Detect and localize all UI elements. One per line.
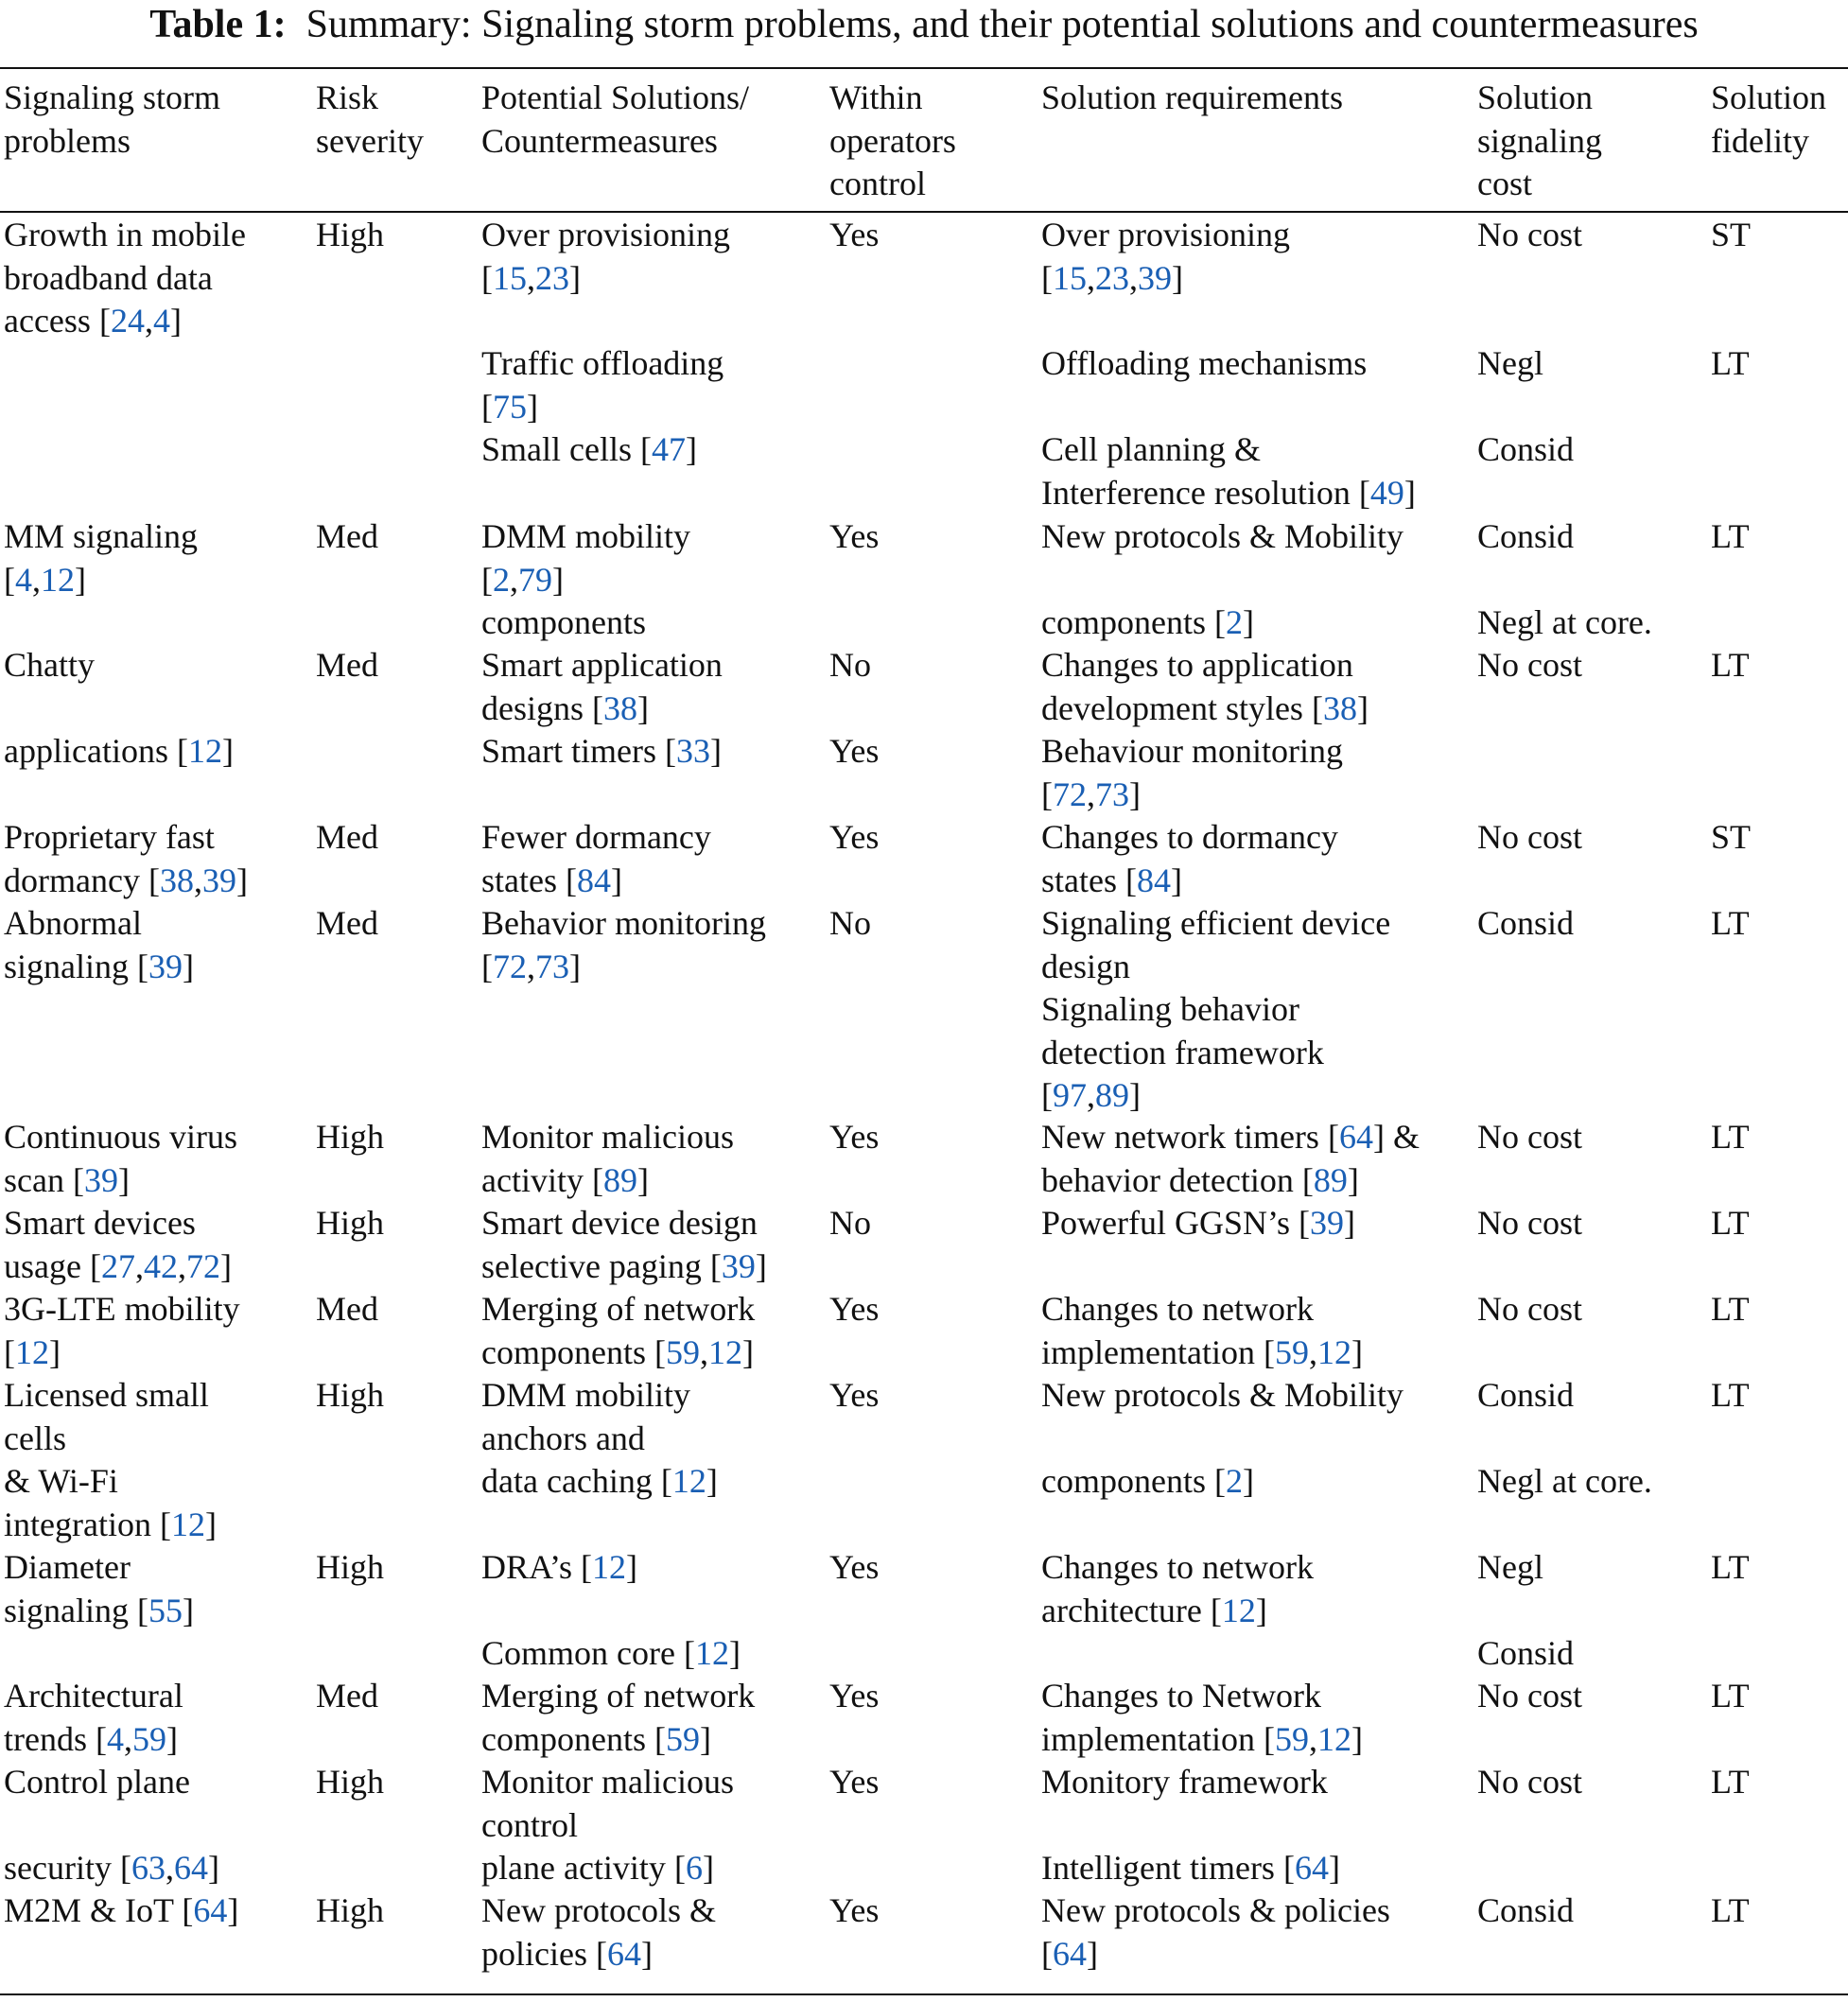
table-cell-solution: Common core [12] (481, 1634, 741, 1672)
table-cell-operator-control: Yes (829, 732, 880, 770)
table-cell-signaling-cost: Consid (1477, 1376, 1575, 1414)
table-cell-fidelity: LT (1711, 1763, 1750, 1801)
table-cell-operator-control: No (829, 646, 871, 684)
citation-link[interactable]: 64 (1294, 1849, 1329, 1887)
table-cell-fidelity: LT (1711, 1290, 1750, 1328)
table-cell-problem: Control plane (4, 1763, 190, 1801)
table-cell-signaling-cost: Consid (1477, 1891, 1575, 1929)
table-cell-solution: plane activity [6] (481, 1849, 714, 1887)
citation-link[interactable]: 64 (193, 1891, 228, 1929)
citation-link[interactable]: 12 (15, 1332, 49, 1371)
table-cell-risk-severity: High (316, 1118, 384, 1156)
table-cell-problem: security [63,64] (4, 1849, 219, 1887)
table-cell-requirement: Changes to Network implementation [59,12] (1041, 1677, 1363, 1758)
citation-link[interactable]: 2 (1225, 603, 1243, 641)
table-cell-fidelity: LT (1711, 1548, 1750, 1586)
citation-link[interactable]: 59 (665, 1332, 700, 1371)
table-cell-requirement: Behaviour monitoring [72,73] (1041, 732, 1343, 813)
table-cell-signaling-cost: Negl at core. (1477, 1462, 1652, 1500)
top-rule (0, 67, 1848, 69)
table-cell-fidelity: LT (1711, 517, 1750, 555)
citation-link[interactable]: 64 (1053, 1934, 1087, 1973)
table-cell-risk-severity: High (316, 1376, 384, 1414)
table-cell-problem: Continuous virus scan [39] (4, 1118, 238, 1199)
column-header-fidelity: Solution fidelity (1711, 78, 1827, 160)
citation-link[interactable]: 23 (535, 258, 569, 297)
table-cell-signaling-cost: No cost (1477, 1677, 1582, 1715)
table-cell-risk-severity: High (316, 1548, 384, 1586)
table-cell-solution: Merging of network components [59,12] (481, 1290, 756, 1371)
citation-link[interactable]: 72 (493, 947, 527, 985)
table-cell-operator-control: Yes (829, 1376, 880, 1414)
citation-link[interactable]: 12 (1316, 1719, 1351, 1758)
table-cell-operator-control: Yes (829, 1763, 880, 1801)
table-cell-solution: Smart application designs [38] (481, 646, 723, 727)
table-cell-requirement: Offloading mechanisms (1041, 344, 1368, 382)
citation-link[interactable]: 4 (15, 560, 32, 599)
table-cell-signaling-cost: No cost (1477, 818, 1582, 856)
citation-link[interactable]: 73 (535, 947, 569, 985)
table-cell-risk-severity: Med (316, 646, 378, 684)
table-cell-risk-severity: Med (316, 818, 378, 856)
citation-link[interactable]: 15 (493, 258, 527, 297)
table-cell-operator-control: Yes (829, 1118, 880, 1156)
table-cell-operator-control: Yes (829, 1290, 880, 1328)
citation-link[interactable]: 49 (1369, 473, 1404, 512)
table-cell-signaling-cost: No cost (1477, 1763, 1582, 1801)
header-rule (0, 211, 1848, 213)
citation-link[interactable]: 12 (1316, 1332, 1351, 1371)
citation-link[interactable]: 39 (721, 1246, 756, 1285)
citation-link[interactable]: 12 (671, 1462, 706, 1500)
citation-link[interactable]: 89 (1095, 1076, 1129, 1114)
citation-link[interactable]: 63 (131, 1849, 166, 1887)
table-cell-fidelity: ST (1711, 216, 1752, 253)
table-cell-fidelity: LT (1711, 904, 1750, 942)
citation-link[interactable]: 59 (665, 1719, 700, 1758)
table-cell-fidelity: LT (1711, 344, 1750, 382)
citation-link[interactable]: 2 (1225, 1462, 1243, 1500)
table-cell-operator-control: Yes (829, 517, 880, 555)
table-cell-requirement: New network timers [64] & behavior detection [89] (1041, 1118, 1420, 1199)
table-cell-risk-severity: Med (316, 1677, 378, 1715)
table-cell-signaling-cost: No cost (1477, 1204, 1582, 1242)
column-header-risk-severity: Risk severity (316, 78, 424, 160)
table-cell-problem: Chatty (4, 646, 95, 684)
table-cell-signaling-cost: Consid (1477, 1634, 1575, 1672)
table-cell-signaling-cost: No cost (1477, 1290, 1582, 1328)
table-cell-requirement: New protocols & policies [64] (1041, 1891, 1390, 1973)
table-cell-requirement: components [2] (1041, 603, 1254, 641)
bottom-rule (0, 1993, 1848, 1995)
table-caption-text: Summary: Signaling storm problems, and their potential solutions and countermeasures (305, 3, 1699, 46)
citation-link[interactable]: 12 (694, 1634, 729, 1672)
citation-link[interactable]: 4 (152, 302, 170, 339)
table-cell-fidelity: LT (1711, 1376, 1750, 1414)
table-cell-problem: & Wi-Fi integration [12] (4, 1462, 217, 1543)
table-cell-requirement: Changes to network architecture [12] (1041, 1548, 1314, 1629)
table-cell-fidelity: ST (1711, 818, 1752, 856)
table-cell-fidelity: LT (1711, 646, 1750, 684)
citation-link[interactable]: 2 (493, 560, 510, 599)
table-cell-requirement: Changes to application development styles [38] (1041, 646, 1369, 727)
table-cell-fidelity: LT (1711, 1204, 1750, 1242)
citation-link[interactable]: 38 (1322, 688, 1357, 727)
citation-link[interactable]: 15 (1053, 258, 1087, 297)
table-cell-operator-control: Yes (829, 1891, 880, 1929)
citation-link[interactable]: 64 (1338, 1118, 1373, 1156)
table-cell-problem: M2M & IoT [64] (4, 1891, 239, 1929)
citation-link[interactable]: 12 (707, 1332, 742, 1371)
table-label: Table 1: (149, 3, 287, 46)
table-cell-signaling-cost: No cost (1477, 1118, 1582, 1156)
table-cell-requirement: Changes to network implementation [59,12] (1041, 1290, 1363, 1371)
citation-link[interactable]: 89 (602, 1160, 637, 1199)
table-cell-problem: Abnormal signaling [39] (4, 904, 194, 985)
column-header-solution: Potential Solutions/ Countermeasures (481, 78, 750, 160)
table-cell-requirement: Intelligent timers [64] (1041, 1849, 1340, 1887)
table-cell-requirement: Signaling efficient device design Signaling behavior detection framework [97,89] (1041, 904, 1391, 1114)
citation-link[interactable]: 24 (110, 302, 145, 339)
table-cell-requirement: New protocols & Mobility (1041, 1376, 1403, 1414)
citation-link[interactable]: 97 (1053, 1076, 1087, 1114)
column-header-problem: Signaling storm problems (4, 78, 221, 160)
table-cell-risk-severity: High (316, 216, 384, 253)
column-header-operator-control: Within operators control (829, 78, 956, 202)
column-header-signaling-cost: Solution signaling cost (1477, 78, 1602, 202)
table-cell-problem: MM signaling [4,12] (4, 517, 199, 599)
citation-link[interactable]: 84 (576, 861, 611, 899)
table-cell-operator-control: Yes (829, 1548, 880, 1586)
citation-link[interactable]: 75 (493, 387, 527, 426)
table-cell-requirement: New protocols & Mobility (1041, 517, 1403, 555)
table-cell-problem: Diameter signaling [55] (4, 1548, 194, 1629)
citation-link[interactable]: 39 (1310, 1204, 1345, 1242)
table-cell-risk-severity: High (316, 1204, 384, 1242)
table-cell-signaling-cost: Negl (1477, 344, 1543, 382)
citation-link[interactable]: 6 (685, 1849, 703, 1887)
table-cell-signaling-cost: Consid (1477, 430, 1575, 468)
table-cell-solution: Behavior monitoring [72,73] (481, 904, 766, 985)
citation-link[interactable]: 89 (1313, 1160, 1348, 1199)
table-cell-problem: Licensed small cells (4, 1376, 209, 1457)
citation-link[interactable]: 73 (1095, 775, 1129, 813)
citation-link[interactable]: 27 (100, 1246, 135, 1285)
table-cell-solution: Merging of network components [59] (481, 1677, 756, 1758)
table-cell-operator-control: No (829, 1204, 871, 1242)
table-cell-solution: Monitor malicious control (481, 1763, 734, 1844)
table-cell-fidelity: LT (1711, 1891, 1750, 1929)
table-cell-risk-severity: High (316, 1891, 384, 1929)
citation-link[interactable]: 79 (518, 560, 552, 599)
citation-link[interactable]: 59 (1274, 1719, 1309, 1758)
table-cell-solution: Over provisioning [15,23] (481, 216, 730, 297)
table-cell-requirement: Monitory framework (1041, 1763, 1328, 1801)
citation-link[interactable]: 39 (1138, 258, 1172, 297)
citation-link[interactable]: 72 (185, 1246, 220, 1285)
table-cell-solution: Monitor malicious activity [89] (481, 1118, 734, 1199)
citation-link[interactable]: 59 (131, 1719, 166, 1758)
table-cell-solution: DMM mobility [2,79] (481, 517, 691, 599)
citation-link[interactable]: 12 (41, 560, 75, 599)
table-cell-operator-control: Yes (829, 216, 880, 253)
citation-link[interactable]: 39 (83, 1160, 118, 1199)
table-cell-fidelity: LT (1711, 1677, 1750, 1715)
citation-link[interactable]: 12 (1221, 1591, 1256, 1629)
citation-link[interactable]: 12 (170, 1505, 205, 1543)
table-cell-requirement: components [2] (1041, 1462, 1254, 1500)
table-cell-fidelity: LT (1711, 1118, 1750, 1156)
table-cell-risk-severity: High (316, 1763, 384, 1801)
citation-link[interactable]: 84 (1136, 861, 1171, 899)
table-cell-requirement: Powerful GGSN’s [39] (1041, 1204, 1356, 1242)
table-cell-requirement: Changes to dormancy states [84] (1041, 818, 1338, 899)
citation-link[interactable]: 55 (148, 1591, 183, 1629)
citation-link[interactable]: 59 (1274, 1332, 1309, 1371)
citation-link[interactable]: 23 (1095, 258, 1129, 297)
table-cell-risk-severity: Med (316, 904, 378, 942)
table-cell-requirement: Over provisioning [15,23,39] (1041, 216, 1290, 297)
table-cell-solution: components (481, 603, 646, 641)
table-cell-solution: Smart timers [33] (481, 732, 722, 770)
citation-link[interactable]: 72 (1053, 775, 1087, 813)
table-cell-operator-control: No (829, 904, 871, 942)
table-cell-solution: New protocols & policies [64] (481, 1891, 716, 1973)
table-cell-solution: Small cells [47] (481, 430, 697, 468)
table-cell-operator-control: Yes (829, 1677, 880, 1715)
table-cell-signaling-cost: Consid (1477, 517, 1575, 555)
table-cell-signaling-cost: Negl (1477, 1548, 1543, 1586)
citation-link[interactable]: 64 (173, 1849, 208, 1887)
table-cell-operator-control: Yes (829, 818, 880, 856)
table-cell-risk-severity: Med (316, 1290, 378, 1328)
table-cell-solution: Smart device design selective paging [39] (481, 1204, 767, 1285)
table-cell-requirement: Cell planning & Interference resolution [49] (1041, 430, 1416, 512)
table-cell-problem: Architectural trends [4,59] (4, 1677, 183, 1758)
citation-link[interactable]: 33 (675, 732, 710, 770)
citation-link[interactable]: 38 (603, 688, 637, 727)
citation-link[interactable]: 12 (592, 1548, 627, 1586)
table-cell-problem: Smart devices usage [27,42,72] (4, 1204, 232, 1285)
citation-link[interactable]: 39 (148, 947, 183, 985)
citation-link[interactable]: 42 (143, 1246, 178, 1285)
table-cell-problem: Proprietary fast dormancy [38,39] (4, 818, 248, 899)
table-cell-risk-severity: Med (316, 517, 378, 555)
citation-link[interactable]: 47 (651, 430, 686, 468)
table-cell-solution: DMM mobility anchors and (481, 1376, 691, 1457)
citation-link[interactable]: 39 (201, 861, 236, 899)
citation-link[interactable]: 38 (159, 861, 194, 899)
table-cell-solution: DRA’s [12] (481, 1548, 638, 1586)
table-cell-solution: Traffic offloading [75] (481, 344, 724, 426)
table-cell-solution: Fewer dormancy states [84] (481, 818, 711, 899)
table-cell-problem: 3G-LTE mobility [12] (4, 1290, 240, 1371)
citation-link[interactable]: 12 (187, 732, 222, 770)
column-header-requirement: Solution requirements (1041, 78, 1343, 116)
table-cell-problem: Growth in mobile broadband data access [24,4] (4, 216, 246, 339)
table-cell-signaling-cost: Consid (1477, 904, 1575, 942)
table-caption (0, 0, 1848, 49)
table-cell-solution: data caching [12] (481, 1462, 718, 1500)
table-cell-signaling-cost: No cost (1477, 216, 1582, 253)
table-cell-problem: applications [12] (4, 732, 234, 770)
citation-link[interactable]: 64 (606, 1934, 641, 1973)
citation-link[interactable]: 4 (106, 1719, 124, 1758)
table-cell-signaling-cost: No cost (1477, 646, 1582, 684)
table-cell-signaling-cost: Negl at core. (1477, 603, 1652, 641)
